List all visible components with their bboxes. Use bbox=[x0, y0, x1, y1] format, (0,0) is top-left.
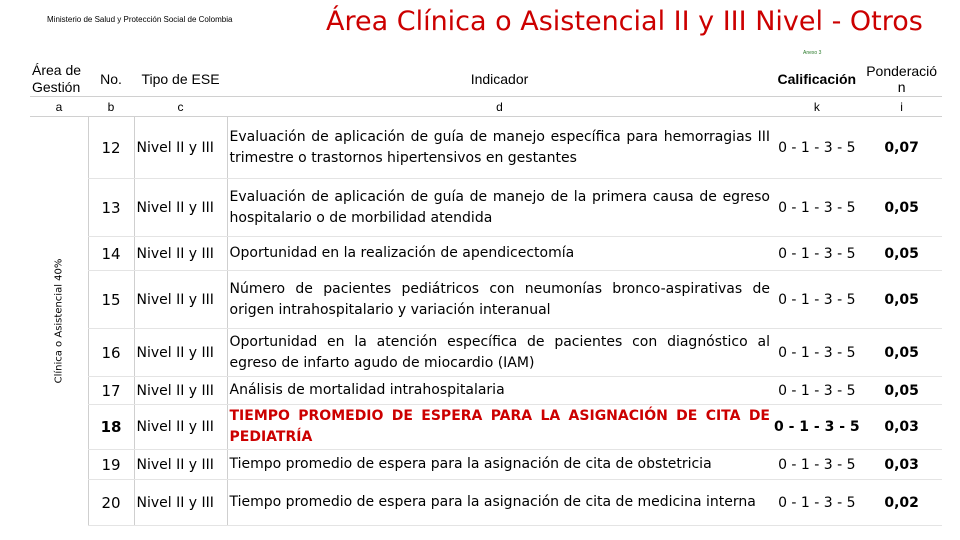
table-row bbox=[30, 329, 942, 377]
row-no: 16 bbox=[88, 329, 134, 377]
row-calificacion: 0 - 1 - 3 - 5 bbox=[772, 329, 862, 377]
row-tipo: Nivel II y III bbox=[134, 480, 227, 526]
col-letter-b: b bbox=[88, 97, 134, 117]
table-row bbox=[30, 405, 942, 450]
row-indicador: TIEMPO PROMEDIO DE ESPERA PARA LA ASIGNACIÓN DE CITA DE PEDIATRÍA bbox=[227, 405, 772, 450]
row-tipo: Nivel II y III bbox=[134, 179, 227, 237]
page-title: Área Clínica o Asistencial II y III Nivel - Otros bbox=[326, 6, 923, 37]
row-tipo: Nivel II y III bbox=[134, 450, 227, 480]
row-tipo: Nivel II y III bbox=[134, 271, 227, 329]
row-calificacion: 0 - 1 - 3 - 5 bbox=[772, 405, 862, 450]
row-calificacion: 0 - 1 - 3 - 5 bbox=[772, 377, 862, 405]
row-no: 15 bbox=[88, 271, 134, 329]
row-no: 20 bbox=[88, 480, 134, 526]
indicators-table bbox=[30, 62, 942, 526]
row-indicador: Evaluación de aplicación de guía de manejo de la primera causa de egreso hospitalario o de morbilidad atendida bbox=[227, 179, 772, 237]
col-header-tipo: Tipo de ESE bbox=[134, 62, 227, 97]
row-ponderacion: 0,07 bbox=[862, 117, 942, 179]
row-calificacion: 0 - 1 - 3 - 5 bbox=[772, 271, 862, 329]
row-ponderacion: 0,03 bbox=[862, 405, 942, 450]
row-no: 19 bbox=[88, 450, 134, 480]
row-indicador: Número de pacientes pediátricos con neumonías bronco-aspirativas de origen intrahospitalario y variación interanual bbox=[227, 271, 772, 329]
row-tipo: Nivel II y III bbox=[134, 117, 227, 179]
letter-row bbox=[30, 97, 942, 117]
row-tipo: Nivel II y III bbox=[134, 405, 227, 450]
area-label: Clínica o Asistencial 40% bbox=[53, 258, 65, 384]
ministry-name: Ministerio de Salud y Protección Social de Colombia bbox=[47, 15, 233, 24]
col-letter-i: i bbox=[862, 97, 942, 117]
row-no: 14 bbox=[88, 237, 134, 271]
table-row bbox=[30, 480, 942, 526]
row-no: 13 bbox=[88, 179, 134, 237]
row-ponderacion: 0,05 bbox=[862, 329, 942, 377]
row-calificacion: 0 - 1 - 3 - 5 bbox=[772, 450, 862, 480]
row-calificacion: 0 - 1 - 3 - 5 bbox=[772, 237, 862, 271]
row-tipo: Nivel II y III bbox=[134, 377, 227, 405]
row-tipo: Nivel II y III bbox=[134, 237, 227, 271]
row-no: 18 bbox=[88, 405, 134, 450]
row-tipo: Nivel II y III bbox=[134, 329, 227, 377]
col-letter-k: k bbox=[772, 97, 862, 117]
area-cell bbox=[30, 117, 88, 526]
row-ponderacion: 0,05 bbox=[862, 271, 942, 329]
row-ponderacion: 0,05 bbox=[862, 237, 942, 271]
table-row bbox=[30, 237, 942, 271]
row-ponderacion: 0,05 bbox=[862, 377, 942, 405]
row-no: 12 bbox=[88, 117, 134, 179]
row-calificacion: 0 - 1 - 3 - 5 bbox=[772, 480, 862, 526]
table-row bbox=[30, 377, 942, 405]
col-letter-a: a bbox=[30, 97, 88, 117]
col-header-calificacion: Calificación bbox=[772, 62, 862, 97]
row-indicador: Análisis de mortalidad intrahospitalaria bbox=[227, 377, 772, 405]
table-row bbox=[30, 450, 942, 480]
annex-label: Anexo 3 bbox=[803, 50, 822, 56]
row-calificacion: 0 - 1 - 3 - 5 bbox=[772, 179, 862, 237]
row-ponderacion: 0,03 bbox=[862, 450, 942, 480]
row-indicador: Tiempo promedio de espera para la asignación de cita de obstetricia bbox=[227, 450, 772, 480]
row-indicador: Tiempo promedio de espera para la asignación de cita de medicina interna bbox=[227, 480, 772, 526]
col-letter-d: d bbox=[227, 97, 772, 117]
header-row bbox=[30, 62, 942, 97]
col-letter-c: c bbox=[134, 97, 227, 117]
col-header-indicador: Indicador bbox=[227, 62, 772, 97]
row-indicador: Oportunidad en la atención específica de pacientes con diagnóstico al egreso de infarto agudo de miocardio (IAM) bbox=[227, 329, 772, 377]
row-indicador: Oportunidad en la realización de apendicectomía bbox=[227, 237, 772, 271]
row-ponderacion: 0,05 bbox=[862, 179, 942, 237]
col-header-area: Área de Gestión bbox=[30, 62, 88, 97]
row-no: 17 bbox=[88, 377, 134, 405]
row-calificacion: 0 - 1 - 3 - 5 bbox=[772, 117, 862, 179]
table-row bbox=[30, 271, 942, 329]
row-indicador: Evaluación de aplicación de guía de manejo específica para hemorragias III trimestre o trastornos hipertensivos en gestantes bbox=[227, 117, 772, 179]
row-ponderacion: 0,02 bbox=[862, 480, 942, 526]
table-row bbox=[30, 179, 942, 237]
col-header-no: No. bbox=[88, 62, 134, 97]
table-row bbox=[30, 117, 942, 179]
col-header-ponderacion: Ponderación bbox=[862, 62, 942, 97]
